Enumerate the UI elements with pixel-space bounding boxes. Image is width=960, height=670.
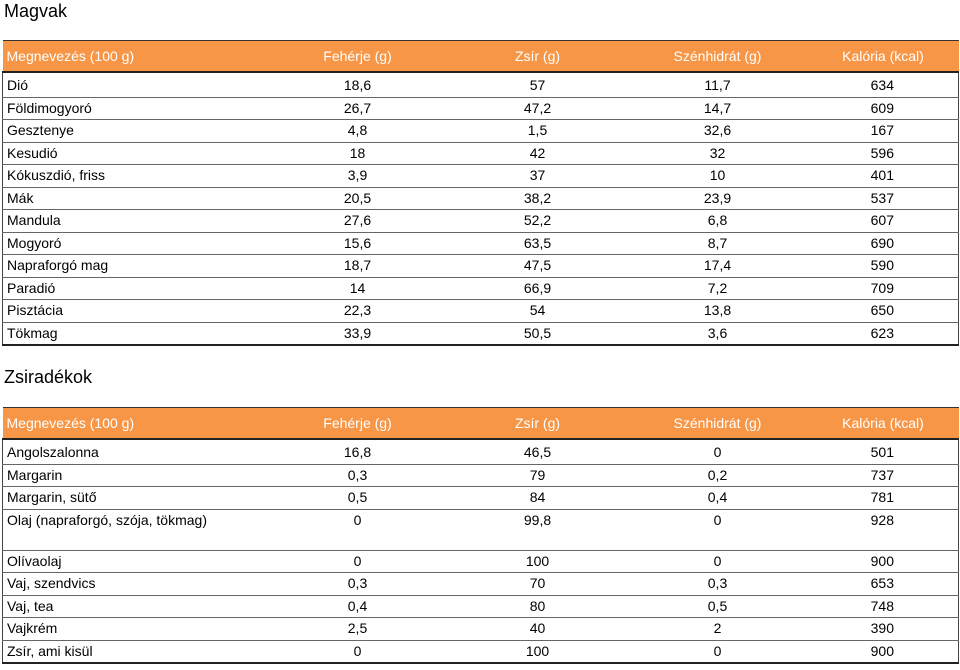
column-header: Megnevezés (100 g) [3,408,268,440]
value-cell: 2,5 [268,618,448,641]
column-header: Kalória (kcal) [808,41,959,73]
value-cell: 32 [628,142,808,165]
row-name-cell: Vaj, szendvics [3,573,268,596]
table-row [3,464,959,487]
value-cell: 0 [268,640,448,663]
row-name-cell: Kesudió [3,142,268,165]
value-cell: 18,6 [268,72,448,97]
row-name-cell: Margarin [3,464,268,487]
value-cell: 0 [628,640,808,663]
value-cell: 27,6 [268,210,448,233]
value-cell: 32,6 [628,120,808,143]
value-cell: 17,4 [628,255,808,278]
value-cell: 66,9 [448,277,628,300]
value-cell: 709 [808,277,959,300]
value-cell: 590 [808,255,959,278]
table-magvak [2,40,959,346]
table-row [3,97,959,120]
value-cell: 22,3 [268,300,448,323]
row-name-cell: Gesztenye [3,120,268,143]
value-cell: 0,5 [268,487,448,510]
value-cell: 390 [808,618,959,641]
value-cell: 38,2 [448,187,628,210]
value-cell: 13,8 [628,300,808,323]
value-cell: 596 [808,142,959,165]
table-row [3,142,959,165]
row-name-cell: Pisztácia [3,300,268,323]
row-name-cell: Földimogyoró [3,97,268,120]
value-cell: 37 [448,165,628,188]
column-header: Megnevezés (100 g) [3,41,268,73]
value-cell: 653 [808,573,959,596]
header-row [3,41,959,73]
row-name-cell: Kókuszdió, friss [3,165,268,188]
value-cell: 47,5 [448,255,628,278]
value-cell: 26,7 [268,97,448,120]
value-cell: 42 [448,142,628,165]
row-name-cell: Olaj (napraforgó, szója, tökmag) [3,509,268,550]
column-header: Szénhidrát (g) [628,408,808,440]
table-row [3,618,959,641]
row-name-cell: Paradió [3,277,268,300]
value-cell: 0 [628,550,808,573]
table-body [3,72,959,345]
value-cell: 80 [448,595,628,618]
row-name-cell: Mandula [3,210,268,233]
column-header: Kalória (kcal) [808,408,959,440]
table-row [3,232,959,255]
table-row [3,550,959,573]
value-cell: 52,2 [448,210,628,233]
column-header: Zsír (g) [448,41,628,73]
table-header [3,408,959,440]
value-cell: 54 [448,300,628,323]
table-row [3,509,959,550]
value-cell: 100 [448,640,628,663]
value-cell: 737 [808,464,959,487]
column-header: Fehérje (g) [268,408,448,440]
value-cell: 0,3 [628,573,808,596]
value-cell: 40 [448,618,628,641]
value-cell: 690 [808,232,959,255]
value-cell: 3,6 [628,322,808,345]
table-header [3,41,959,73]
column-header: Zsír (g) [448,408,628,440]
value-cell: 0 [628,509,808,550]
value-cell: 0 [268,550,448,573]
value-cell: 8,7 [628,232,808,255]
table-row [3,210,959,233]
value-cell: 0 [628,439,808,464]
row-name-cell: Vaj, tea [3,595,268,618]
value-cell: 537 [808,187,959,210]
row-name-cell: Napraforgó mag [3,255,268,278]
row-name-cell: Margarin, sütő [3,487,268,510]
value-cell: 10 [628,165,808,188]
value-cell: 4,8 [268,120,448,143]
value-cell: 100 [448,550,628,573]
value-cell: 609 [808,97,959,120]
value-cell: 0,2 [628,464,808,487]
value-cell: 57 [448,72,628,97]
table-row [3,187,959,210]
section-title-magvak: Magvak [4,1,68,21]
table-row [3,573,959,596]
value-cell: 7,2 [628,277,808,300]
table-row [3,439,959,464]
table-body [3,439,959,663]
value-cell: 781 [808,487,959,510]
table-row [3,72,959,97]
value-cell: 47,2 [448,97,628,120]
value-cell: 928 [808,509,959,550]
value-cell: 15,6 [268,232,448,255]
value-cell: 50,5 [448,322,628,345]
value-cell: 20,5 [268,187,448,210]
row-name-cell: Zsír, ami kisül [3,640,268,663]
value-cell: 16,8 [268,439,448,464]
value-cell: 2 [628,618,808,641]
value-cell: 748 [808,595,959,618]
table-row [3,322,959,345]
value-cell: 6,8 [628,210,808,233]
value-cell: 501 [808,439,959,464]
value-cell: 3,9 [268,165,448,188]
value-cell: 18,7 [268,255,448,278]
row-name-cell: Tökmag [3,322,268,345]
value-cell: 0 [268,509,448,550]
table-row [3,120,959,143]
table-row [3,255,959,278]
table-row [3,640,959,663]
value-cell: 900 [808,640,959,663]
row-name-cell: Mogyoró [3,232,268,255]
value-cell: 0,3 [268,464,448,487]
column-header: Fehérje (g) [268,41,448,73]
table-row [3,277,959,300]
value-cell: 623 [808,322,959,345]
table-row [3,595,959,618]
value-cell: 23,9 [628,187,808,210]
column-header: Szénhidrát (g) [628,41,808,73]
row-name-cell: Olívaolaj [3,550,268,573]
value-cell: 401 [808,165,959,188]
row-name-cell: Vajkrém [3,618,268,641]
table-row [3,165,959,188]
table-row [3,487,959,510]
value-cell: 11,7 [628,72,808,97]
section-title-zsiradekok: Zsiradékok [4,367,93,387]
value-cell: 167 [808,120,959,143]
value-cell: 70 [448,573,628,596]
value-cell: 84 [448,487,628,510]
value-cell: 607 [808,210,959,233]
row-name-cell: Angolszalonna [3,439,268,464]
header-row [3,408,959,440]
row-name-cell: Dió [3,72,268,97]
value-cell: 634 [808,72,959,97]
value-cell: 0,4 [268,595,448,618]
value-cell: 99,8 [448,509,628,550]
row-name-cell: Mák [3,187,268,210]
table-zsiradekok [2,407,959,664]
value-cell: 18 [268,142,448,165]
value-cell: 0,5 [628,595,808,618]
value-cell: 46,5 [448,439,628,464]
value-cell: 1,5 [448,120,628,143]
value-cell: 14,7 [628,97,808,120]
value-cell: 650 [808,300,959,323]
value-cell: 0,3 [268,573,448,596]
value-cell: 63,5 [448,232,628,255]
value-cell: 79 [448,464,628,487]
value-cell: 0,4 [628,487,808,510]
value-cell: 900 [808,550,959,573]
value-cell: 14 [268,277,448,300]
value-cell: 33,9 [268,322,448,345]
table-row [3,300,959,323]
